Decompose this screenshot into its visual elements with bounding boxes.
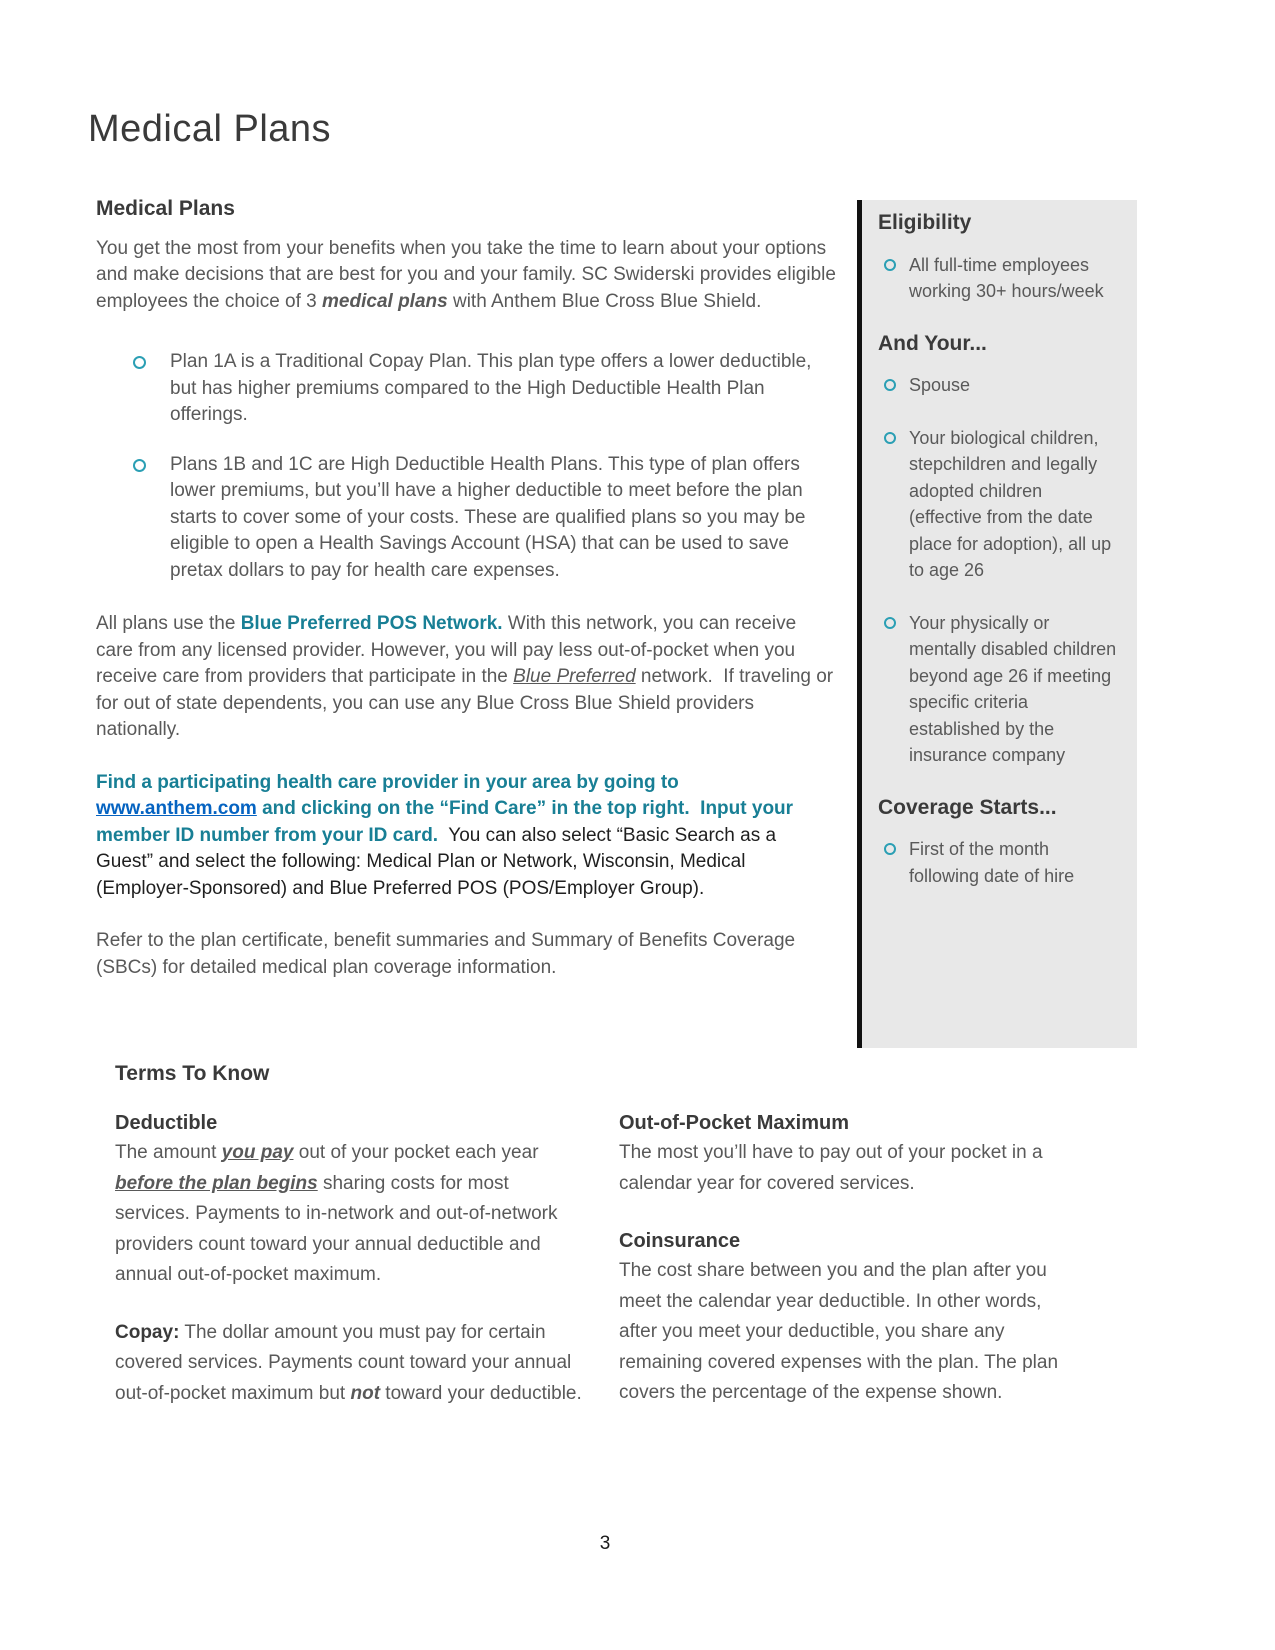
anthem-link[interactable]: www.anthem.com [96, 798, 257, 819]
sidebar-section-eligibility [878, 210, 1119, 305]
text-segment: You can also select “Basic Search as a Guest” and select the following: Medical Plan or Network, Wisconsin, Medical (Employer-Sponsored) and Blue Preferred POS (POS/Employer Group). [96, 824, 782, 899]
content-columns [96, 190, 1137, 1048]
term-out-of-pocket-maximum [619, 1108, 1084, 1199]
list-item-text: All full-time employees working 30+ hours/week [909, 254, 1104, 301]
text-segment: you pay [221, 1142, 294, 1163]
term-coinsurance [619, 1226, 1084, 1409]
terms-right-column [619, 1108, 1084, 1436]
circle-bullet-icon [884, 379, 896, 391]
terms-columns [115, 1108, 1120, 1436]
circle-bullet-icon [133, 459, 146, 472]
list-item [884, 610, 1119, 769]
list-item-text: Plans 1B and 1C are High Deductible Health Plans. This type of plan offers lower premiums, but you’ll have a higher deductible to meet before the plan starts to cover some of your costs. These are qualified plans so you may be eligible to open a Health Savings Account (HSA) that can be used to save pretax dollars to pay for health care expenses. [170, 453, 806, 581]
term-coinsurance-heading: Coinsurance [619, 1230, 741, 1252]
text-segment: With this network, you can receive care from any licensed provider. However, you will pay less out-of-pocket when you receive care from providers that participate in the [96, 613, 802, 687]
text-segment: The most you’ll have to pay out of your pocket in a calendar year for covered services. [619, 1142, 1048, 1194]
section-heading: Medical Plans [96, 197, 235, 220]
term-copay [115, 1318, 585, 1410]
text-segment: The dollar amount you must pay for certain covered services. Payments count toward your annual out-of-pocket maximum but [115, 1321, 577, 1404]
text-segment: medical plans [322, 290, 448, 312]
term-deductible-heading: Deductible [115, 1112, 218, 1134]
list-item-text: Your physically or mentally disabled children beyond age 26 if meeting specific criteria established by the insurance company [909, 612, 1117, 765]
text-segment: network. If traveling or for out of state dependents, you can use any Blue Cross Blue Shield providers nationally. [96, 666, 839, 740]
sidebar-section-coverage-starts [878, 795, 1119, 890]
list-item-text: Spouse [909, 375, 971, 395]
circle-bullet-icon [884, 432, 896, 444]
list-item [884, 252, 1119, 305]
sidebar-heading-coverage-starts: Coverage Starts... [878, 795, 1057, 819]
text-segment: toward your deductible. [380, 1382, 582, 1404]
text-segment: Blue Preferred [513, 666, 636, 687]
term-deductible [115, 1108, 585, 1291]
circle-bullet-icon [133, 356, 146, 369]
terms-to-know-section [115, 1062, 1120, 1436]
plan-bullet-list [96, 349, 838, 584]
terms-heading: Terms To Know [115, 1062, 270, 1085]
network-paragraph [96, 611, 838, 744]
list-item-text: First of the month following date of hire [909, 839, 1075, 886]
list-item-text: Your biological children, stepchildren and legally adopted children (effective from the date place for adoption), all up to age 26 [909, 427, 1112, 580]
intro-paragraph [96, 236, 842, 316]
text-segment: All plans use the [96, 613, 241, 634]
text-segment: with Anthem Blue Cross Blue Shield. [447, 290, 762, 312]
term-oopm-body [619, 1138, 1084, 1199]
text-segment: sharing costs for most services. Payments to in-network and out-of-network providers count toward your annual deductible and annual out-of-pocket maximum. [115, 1172, 563, 1285]
text-segment: not [350, 1382, 381, 1404]
list-item [884, 372, 1119, 399]
text-segment: before the plan begins [115, 1172, 318, 1194]
find-provider-paragraph [96, 770, 838, 903]
list-item-text: Plan 1A is a Traditional Copay Plan. This plan type offers a lower deductible, but has higher premiums compared to the High Deductible Health Plan offerings. [170, 351, 812, 425]
list-item [133, 349, 838, 429]
refer-paragraph: Refer to the plan certificate, benefit summaries and Summary of Benefits Coverage (SBCs) for detailed medical plan coverage information. [96, 930, 796, 978]
sidebar-list-coverage-starts [878, 836, 1119, 889]
terms-left-column [115, 1108, 585, 1436]
sidebar-section-and-your [878, 331, 1119, 769]
list-item [133, 452, 838, 585]
page-title: Medical Plans [88, 108, 332, 150]
text-segment: and clicking on the “Find Care” in the top right. Input your member ID number from your ID card. [96, 798, 799, 846]
text-segment: Blue Preferred POS Network. [240, 613, 503, 634]
sidebar-heading-and-your: And Your... [878, 331, 987, 355]
circle-bullet-icon [884, 617, 896, 629]
text-segment: The cost share between you and the plan after you meet the calendar year deductible. In other words, after you meet your deductible, you share any remaining covered expenses with the plan. The plan covers the percentage of the expense shown. [619, 1260, 1064, 1403]
text-segment: The amount [115, 1142, 222, 1163]
term-copay-body [115, 1318, 585, 1410]
list-item [884, 836, 1119, 889]
page-number: 3 [599, 1533, 611, 1554]
main-content [96, 190, 842, 1007]
sidebar-heading-eligibility: Eligibility [878, 211, 972, 234]
term-deductible-body [115, 1138, 585, 1291]
eligibility-sidebar [857, 200, 1137, 1048]
text-segment: out of your pocket each year [293, 1142, 544, 1163]
term-oopm-heading: Out-of-Pocket Maximum [619, 1112, 850, 1134]
text-segment: You get the most from your benefits when you take the time to learn about your options and make decisions that are best for you and your family. SC Swiderski provides eligible employees the choice of 3 [96, 237, 842, 312]
list-item [884, 425, 1119, 584]
term-coinsurance-body [619, 1256, 1084, 1409]
circle-bullet-icon [884, 843, 896, 855]
sidebar-list-eligibility [878, 252, 1119, 305]
sidebar-list-and-your [878, 372, 1119, 769]
circle-bullet-icon [884, 259, 896, 271]
text-segment: Find a participating health care provider in your area by going to [96, 771, 685, 793]
text-segment: Copay: [115, 1321, 180, 1343]
